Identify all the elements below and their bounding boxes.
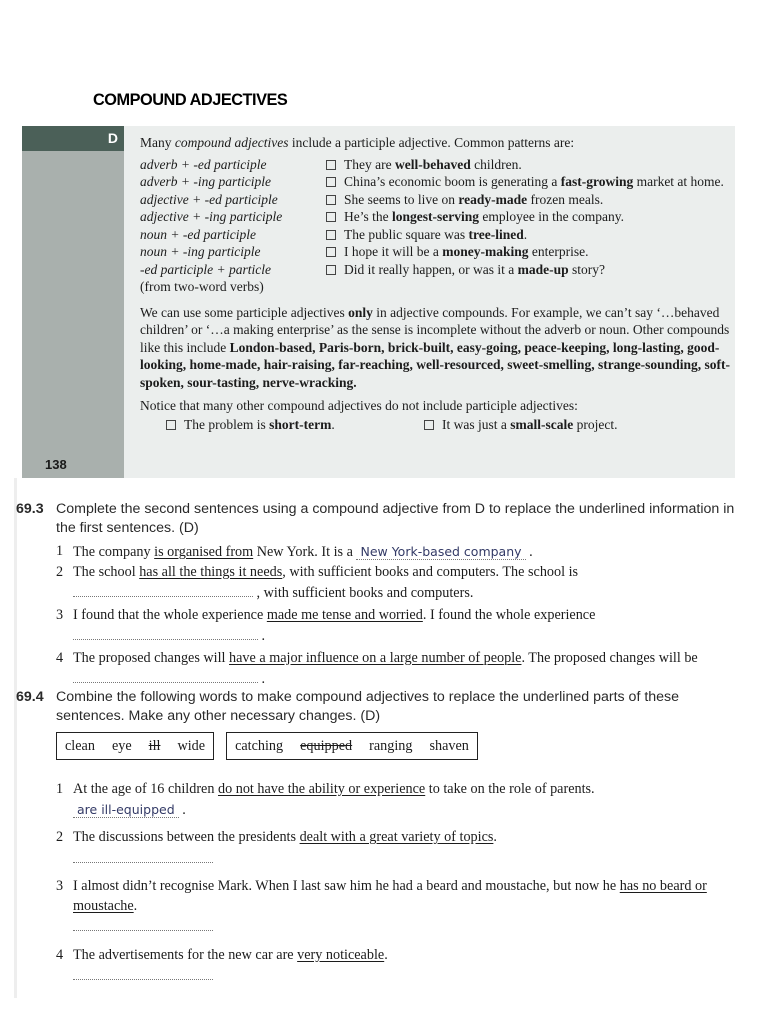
word: shaven xyxy=(429,737,469,754)
underlined-phrase: has no beard or moustache xyxy=(73,878,707,914)
answer-blank[interactable] xyxy=(73,965,213,980)
pattern-note-row xyxy=(140,278,732,296)
page-number: 138 xyxy=(45,457,67,472)
exercise-heading xyxy=(16,500,736,538)
pattern-label: noun + -ed participle xyxy=(140,226,256,242)
pattern-label: adjective + -ing participle xyxy=(140,209,283,224)
pattern-label: noun + -ing participle xyxy=(140,244,261,259)
grammar-panel xyxy=(22,126,735,478)
underlined-phrase: has all the things it needs xyxy=(139,563,283,580)
answer-blank[interactable] xyxy=(73,582,253,597)
pattern-row xyxy=(140,173,732,191)
panel-content xyxy=(140,134,732,433)
underlined-phrase: made me tense and worried xyxy=(266,606,423,623)
pattern-example: She seems to live on ready-made frozen meals. xyxy=(326,191,732,209)
checkbox-icon xyxy=(326,265,336,275)
panel-sidebar xyxy=(22,126,124,478)
word: clean xyxy=(65,737,95,754)
underlined-phrase: very noticeable xyxy=(297,946,385,963)
answer-blank[interactable] xyxy=(73,916,213,931)
notice-example: The problem is short-term. xyxy=(166,416,424,434)
word: eye xyxy=(111,737,132,754)
exercise-number: 69.4 xyxy=(16,689,44,705)
pattern-example: They are well-behaved children. xyxy=(326,156,732,174)
checkbox-icon xyxy=(326,195,336,205)
pattern-row xyxy=(140,243,732,261)
exercise-items xyxy=(56,542,736,690)
pattern-example: China’s economic boom is generating a fast-growing market at home. xyxy=(326,173,732,191)
checkbox-icon xyxy=(424,420,434,430)
answer-field[interactable]: New York-based company xyxy=(356,544,525,560)
word-crossed-out: ill xyxy=(148,737,161,754)
exercise-69-4 xyxy=(16,688,736,995)
section-tab xyxy=(22,126,124,151)
underlined-phrase: do not have the ability or experience xyxy=(217,781,426,797)
pattern-label: adverb + -ed participle xyxy=(140,156,267,172)
pattern-label: adjective + -ed participle xyxy=(140,191,278,207)
answer-blank[interactable] xyxy=(73,668,258,683)
checkbox-icon xyxy=(326,212,336,222)
exercise-item: 4 The advertisements for the new car are very noticeable. xyxy=(56,946,736,987)
pattern-example: Did it really happen, or was it a made-up story? xyxy=(326,261,732,279)
page-title: COMPOUND ADJECTIVES xyxy=(93,90,288,109)
exercise-heading xyxy=(16,688,736,726)
exercise-item: 1 The company is organised from New York. It is a New York-based company . xyxy=(56,543,533,560)
exercise-69-3 xyxy=(16,500,736,690)
pattern-row xyxy=(140,191,732,209)
notice-example: It was just a small-scale project. xyxy=(424,416,617,434)
pattern-note: (from two-word verbs) xyxy=(140,279,264,294)
answer-blank[interactable] xyxy=(73,625,258,640)
word-boxes xyxy=(56,732,736,760)
pattern-row xyxy=(140,226,732,244)
word: ranging xyxy=(369,737,413,754)
exercise-item: 3 I almost didn’t recognise Mark. When I last saw him he had a beard and moustache, but now he has no beard or moustache. xyxy=(56,877,736,938)
exercise-items xyxy=(56,780,736,987)
section-letter: D xyxy=(107,130,118,146)
intro-text: Many compound adjectives include a participle adjective. Common patterns are: xyxy=(140,135,575,150)
exercise-item: 4 The proposed changes will have a major influence on a large number of people. The proposed changes will be . xyxy=(56,649,698,687)
checkbox-icon xyxy=(166,420,176,430)
exercise-instruction: Combine the following words to make compound adjectives to replace the underlined parts of these sentences. Make any other necessary changes. (D) xyxy=(56,689,680,724)
underlined-phrase: is organised from xyxy=(154,544,254,560)
notice-examples xyxy=(140,416,732,434)
pattern-row xyxy=(140,261,732,279)
underlined-phrase: dealt with a great variety of topics xyxy=(299,829,494,845)
exercise-instruction: Complete the second sentences using a compound adjective from D to replace the underlined information in the first sentences. (D) xyxy=(56,501,735,536)
word-crossed-out: equipped xyxy=(300,737,353,754)
notice-text: Notice that many other compound adjectives do not include participle adjectives: xyxy=(140,398,578,413)
exercise-number: 69.3 xyxy=(16,501,44,517)
word-box-right xyxy=(226,732,478,760)
exercise-item: 2 The discussions between the presidents dealt with a great variety of topics. xyxy=(56,828,736,869)
answer-field[interactable]: are ill-equipped xyxy=(73,802,179,818)
pattern-row xyxy=(140,208,732,226)
exercise-item: 3 I found that the whole experience made me tense and worried. I found the whole experience . xyxy=(56,606,596,644)
underlined-phrase: have a major influence on a large number of people xyxy=(229,649,522,666)
word: catching xyxy=(235,737,284,754)
pattern-label: adverb + -ing participle xyxy=(140,174,271,189)
pattern-example: I hope it will be a money-making enterprise. xyxy=(326,243,732,261)
checkbox-icon xyxy=(326,177,336,187)
word-box-left xyxy=(56,732,214,760)
pattern-example: He’s the longest-serving employee in the company. xyxy=(326,208,732,226)
exercise-item: 1 At the age of 16 children do not have the ability or experience to take on the role of parents. are ill-equipped . xyxy=(56,781,595,818)
exercise-item: 2 The school has all the things it needs, with sufficient books and computers. The school is , with sufficient books and computers. xyxy=(56,563,579,601)
pattern-row xyxy=(140,156,732,174)
pattern-label: -ed participle + particle xyxy=(140,261,271,277)
explanation-paragraph: We can use some participle adjectives only in adjective compounds. For example, we can’t say ‘…behaved children’ or ‘…a making enterprise’ as the sense is incomplete without the adverb or noun. Other compounds like this include London-based, Paris-born, brick-built, easy-going, peace-keeping, long-lasting, good-looking, home-made, hair-raising, far-reaching, well-resourced, sweet-smelling, strange-sounding, soft-spoken, sour-tasting, nerve-wracking. xyxy=(140,304,730,390)
checkbox-icon xyxy=(326,247,336,257)
checkbox-icon xyxy=(326,230,336,240)
pattern-example: The public square was tree-lined. xyxy=(326,226,732,244)
word: wide xyxy=(177,737,206,754)
checkbox-icon xyxy=(326,160,336,170)
answer-blank[interactable] xyxy=(73,848,213,863)
